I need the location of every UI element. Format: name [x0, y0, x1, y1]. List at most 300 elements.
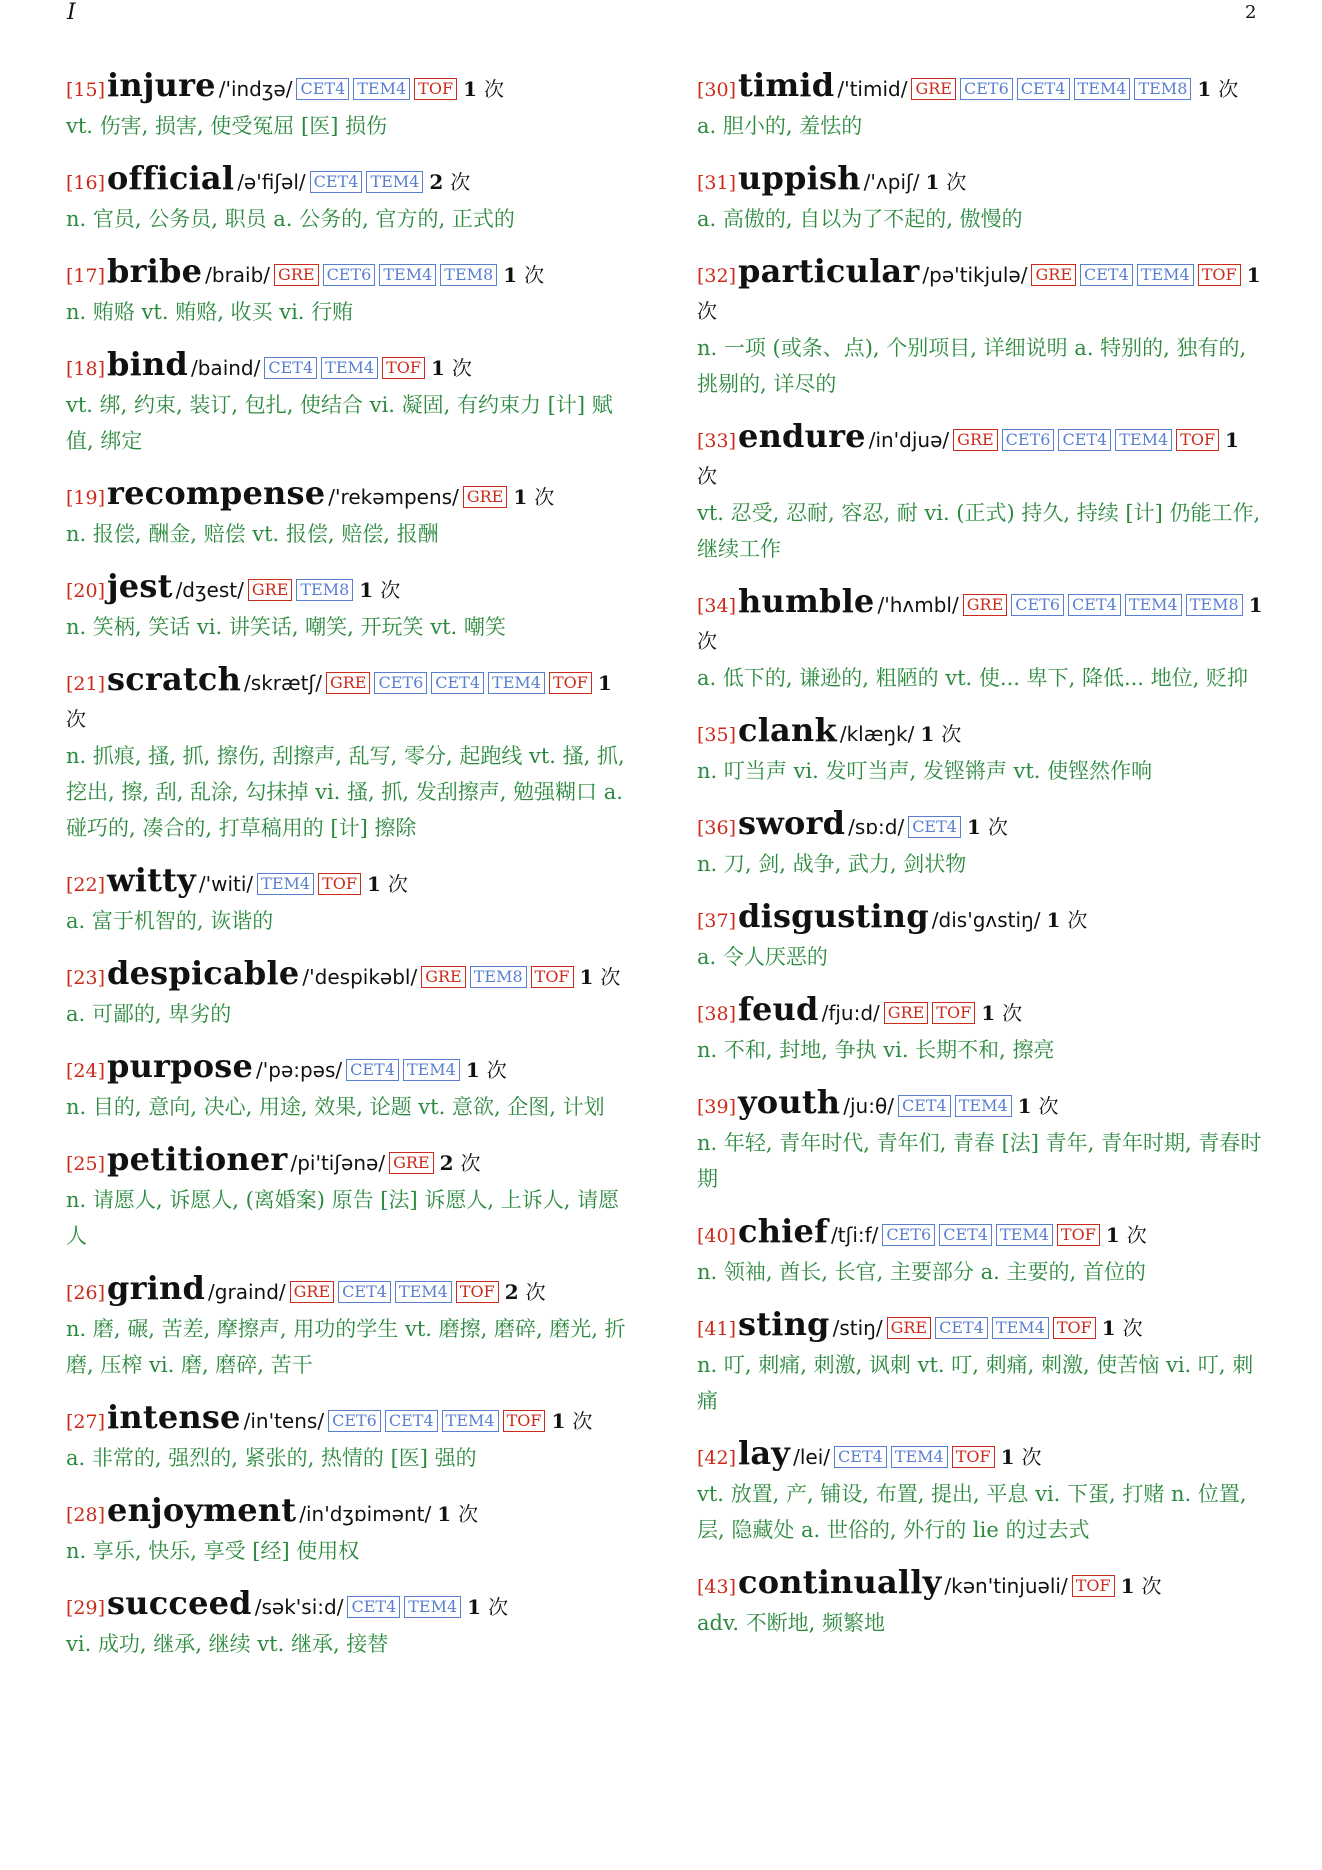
count-number: 1: [1197, 77, 1212, 101]
entry-index: [42]: [697, 1447, 737, 1469]
headword: timid: [738, 66, 835, 104]
exam-tag: CET6: [1011, 594, 1064, 616]
count-suffix: 次: [946, 170, 967, 194]
entry-index: [22]: [66, 874, 106, 896]
headword: injure: [107, 66, 216, 104]
exam-tag: TEM4: [366, 171, 423, 193]
entry-index: [15]: [66, 79, 106, 101]
exam-tag: TOF: [1198, 264, 1241, 286]
vocab-entry: [697, 1565, 1265, 1641]
count-suffix: 次: [697, 464, 717, 488]
exam-tag: CET4: [347, 1596, 400, 1618]
pronunciation: /in'dʒɒimənt/: [299, 1502, 432, 1526]
exam-tag: GRE: [248, 579, 293, 601]
count-suffix: 次: [534, 485, 555, 509]
entry-headline: [697, 1214, 1265, 1254]
exam-tag: TOF: [414, 78, 457, 100]
entry-definition: n. 官员, 公务员, 职员 a. 公务的, 官方的, 正式的: [66, 207, 515, 231]
occurrence-count: [505, 1280, 546, 1304]
exam-tag: CET6: [882, 1224, 935, 1246]
headword: feud: [738, 990, 819, 1028]
exam-tag: GRE: [884, 1002, 929, 1024]
exam-tag: CET4: [346, 1059, 399, 1081]
count-suffix: 次: [697, 299, 717, 323]
vocab-entry: [697, 584, 1265, 696]
entry-headline: [66, 1142, 634, 1182]
occurrence-count: [440, 1151, 481, 1175]
exam-tag: TEM4: [353, 78, 410, 100]
count-number: 1: [1248, 593, 1263, 617]
entry-index: [28]: [66, 1504, 106, 1526]
count-suffix: 次: [1038, 1094, 1059, 1118]
headword: particular: [738, 252, 920, 290]
exam-tag: TEM8: [296, 579, 353, 601]
entry-definition: a. 令人厌恶的: [697, 945, 828, 969]
vocab-entry: [66, 569, 634, 645]
count-suffix: 次: [380, 578, 401, 602]
entry-definition: n. 享乐, 快乐, 享受 [经] 使用权: [66, 1539, 360, 1563]
count-number: 1: [551, 1409, 566, 1433]
exam-tag: TOF: [1176, 429, 1219, 451]
entry-index: [39]: [697, 1096, 737, 1118]
count-number: 1: [437, 1502, 452, 1526]
exam-tag: GRE: [911, 78, 956, 100]
entry-definition: vt. 绑, 约束, 装订, 包扎, 使结合 vi. 凝固, 有约束力 [计] 赋值, 绑定: [66, 393, 613, 453]
occurrence-count: [466, 1058, 507, 1082]
count-number: 1: [1120, 1574, 1135, 1598]
headword: lay: [738, 1434, 791, 1472]
count-number: 1: [966, 815, 981, 839]
occurrence-count: [437, 1502, 478, 1526]
entry-definition: n. 报偿, 酬金, 赔偿 vt. 报偿, 赔偿, 报酬: [66, 522, 439, 546]
exam-tag: TEM4: [1125, 594, 1182, 616]
exam-tag: TEM4: [955, 1095, 1012, 1117]
entry-headline: [697, 1307, 1265, 1347]
exam-tag: CET4: [898, 1095, 951, 1117]
exam-tag: TEM8: [470, 966, 527, 988]
pronunciation: /skrætʃ/: [244, 671, 322, 695]
entry-headline: [697, 992, 1265, 1032]
exam-tag: CET4: [1017, 78, 1070, 100]
headword: recompense: [107, 474, 326, 512]
exam-tag: GRE: [274, 264, 319, 286]
vocab-entry: [66, 956, 634, 1032]
occurrence-count: [359, 578, 400, 602]
exam-tag: TOF: [549, 672, 592, 694]
entry-index: [38]: [697, 1003, 737, 1025]
count-number: 1: [597, 671, 612, 695]
exam-tag: CET4: [338, 1281, 391, 1303]
entry-index: [18]: [66, 358, 106, 380]
exam-tag: TOF: [503, 1410, 546, 1432]
exam-tag: TEM4: [1137, 264, 1194, 286]
count-number: 1: [1000, 1445, 1015, 1469]
exam-tag: TEM4: [891, 1446, 948, 1468]
vocab-entry: [66, 1400, 634, 1476]
count-number: 2: [504, 1280, 519, 1304]
exam-tag: TOF: [382, 357, 425, 379]
headword: youth: [738, 1083, 841, 1121]
occurrence-count: [513, 485, 554, 509]
occurrence-count: [580, 965, 621, 989]
vocab-entry: [697, 1085, 1265, 1197]
entry-index: [32]: [697, 265, 737, 287]
count-number: 1: [359, 578, 374, 602]
entry-definition: n. 刀, 剑, 战争, 武力, 剑状物: [697, 852, 967, 876]
count-suffix: 次: [486, 1058, 507, 1082]
exam-tag: TEM4: [403, 1059, 460, 1081]
vocab-entry: [697, 161, 1265, 237]
vocab-entry: [697, 713, 1265, 789]
exam-tag: TOF: [1072, 1575, 1115, 1597]
count-suffix: 次: [941, 722, 962, 746]
exam-tag: CET6: [960, 78, 1013, 100]
entry-definition: vt. 伤害, 损害, 使受冤屈 [医] 损伤: [66, 114, 388, 138]
exam-tag: TEM4: [996, 1224, 1053, 1246]
vocab-entry: [697, 68, 1265, 144]
count-number: 1: [1246, 263, 1261, 287]
entry-definition: n. 贿赂 vt. 贿赂, 收买 vi. 行贿: [66, 300, 354, 324]
exam-tag: TOF: [531, 966, 574, 988]
pronunciation: /braib/: [205, 263, 271, 287]
entry-headline: [66, 254, 634, 294]
entry-headline: [66, 1400, 634, 1440]
count-number: 1: [925, 170, 940, 194]
entry-headline: [697, 584, 1265, 660]
exam-tag: TEM4: [321, 357, 378, 379]
exam-tag: CET6: [323, 264, 376, 286]
count-number: 1: [920, 722, 935, 746]
entries-column-right: [697, 68, 1265, 1641]
count-number: 1: [513, 485, 528, 509]
exam-tag: CET4: [310, 171, 363, 193]
entry-headline: [66, 569, 634, 609]
count-suffix: 次: [572, 1409, 593, 1433]
occurrence-count: [967, 815, 1008, 839]
count-suffix: 次: [488, 1595, 509, 1619]
pronunciation: /kən'tinjuəli/: [944, 1574, 1068, 1598]
count-number: 1: [1017, 1094, 1032, 1118]
vocab-entry: [66, 68, 634, 144]
entry-headline: [66, 476, 634, 516]
entry-index: [21]: [66, 673, 106, 695]
exam-tag: TEM4: [395, 1281, 452, 1303]
headword: scratch: [107, 660, 242, 698]
vocab-entry: [66, 1271, 634, 1383]
occurrence-count: [1102, 1316, 1143, 1340]
vocab-entry: [697, 806, 1265, 882]
entry-definition: n. 磨, 碾, 苦差, 摩擦声, 用功的学生 vt. 磨擦, 磨碎, 磨光, 折磨, 压榨 vi. 磨, 磨碎, 苦干: [66, 1317, 626, 1377]
vocab-entry: [66, 476, 634, 552]
occurrence-count: [981, 1001, 1022, 1025]
count-number: 2: [429, 170, 444, 194]
count-number: 1: [467, 1595, 482, 1619]
vocab-entry: [66, 863, 634, 939]
exam-tag: CET4: [1080, 264, 1133, 286]
exam-tag: TEM8: [1186, 594, 1243, 616]
headword: grind: [107, 1269, 206, 1307]
headword: disgusting: [738, 897, 929, 935]
entry-definition: vi. 成功, 继承, 继续 vt. 继承, 接替: [66, 1632, 389, 1656]
count-number: 1: [465, 1058, 480, 1082]
count-suffix: 次: [697, 629, 717, 653]
pronunciation: /fju:d/: [821, 1001, 880, 1025]
entry-definition: a. 胆小的, 羞怯的: [697, 114, 863, 138]
exam-tag: GRE: [290, 1281, 335, 1303]
count-suffix: 次: [66, 707, 86, 731]
headword: humble: [738, 582, 875, 620]
vocab-entry: [66, 254, 634, 330]
pronunciation: /klæŋk/: [839, 722, 915, 746]
exam-tag: TOF: [456, 1281, 499, 1303]
count-number: 1: [503, 263, 518, 287]
entry-headline: [66, 1586, 634, 1626]
headword: sword: [738, 804, 846, 842]
occurrence-count: [1106, 1223, 1147, 1247]
count-number: 2: [439, 1151, 454, 1175]
entry-definition: n. 年轻, 青年时代, 青年们, 青春 [法] 青年, 青年时期, 青春时期: [697, 1131, 1262, 1191]
vocab-entry: [697, 254, 1265, 402]
entry-definition: adv. 不断地, 频繁地: [697, 1611, 886, 1635]
vocab-entry: [697, 1436, 1265, 1548]
pronunciation: /pə'tikjulə/: [922, 263, 1028, 287]
entry-headline: [697, 1085, 1265, 1125]
entry-definition: n. 目的, 意向, 决心, 用途, 效果, 论题 vt. 意欲, 企图, 计划: [66, 1095, 605, 1119]
count-suffix: 次: [987, 815, 1008, 839]
entry-definition: vt. 放置, 产, 铺设, 布置, 提出, 平息 vi. 下蛋, 打赌 n. 位置, 层, 隐藏处 a. 世俗的, 外行的 lie 的过去式: [697, 1482, 1247, 1542]
headword: official: [107, 159, 235, 197]
entry-headline: [66, 956, 634, 996]
entry-index: [26]: [66, 1282, 106, 1304]
pronunciation: /dis'gʌstiŋ/: [931, 908, 1041, 932]
exam-tag: CET4: [908, 816, 961, 838]
entry-headline: [697, 68, 1265, 108]
entry-headline: [66, 68, 634, 108]
occurrence-count: [1046, 908, 1087, 932]
exam-tag: GRE: [963, 594, 1008, 616]
exam-tag: GRE: [1031, 264, 1076, 286]
headword: despicable: [107, 954, 300, 992]
occurrence-count: [1197, 77, 1238, 101]
pronunciation: /sək'si:d/: [254, 1595, 344, 1619]
exam-tag: TEM8: [1134, 78, 1191, 100]
vocab-entry: [697, 1214, 1265, 1290]
count-suffix: 次: [1021, 1445, 1042, 1469]
exam-tag: CET6: [328, 1410, 381, 1432]
entries-column-left: [66, 68, 634, 1662]
pronunciation: /in'tens/: [243, 1409, 325, 1433]
headword: bind: [107, 345, 188, 383]
headword: purpose: [107, 1047, 254, 1085]
occurrence-count: [920, 722, 961, 746]
pronunciation: /'ʌpiʃ/: [863, 170, 920, 194]
count-number: 1: [1105, 1223, 1120, 1247]
headword: petitioner: [107, 1140, 288, 1178]
entry-index: [35]: [697, 724, 737, 746]
count-number: 1: [430, 356, 445, 380]
exam-tag: CET4: [935, 1317, 988, 1339]
pronunciation: /stiŋ/: [832, 1316, 883, 1340]
pronunciation: /dʒest/: [175, 578, 244, 602]
exam-tag: TEM4: [442, 1410, 499, 1432]
vocab-entry: [697, 419, 1265, 567]
occurrence-count: [503, 263, 544, 287]
entry-definition: n. 一项 (或条、点), 个别项目, 详细说明 a. 特别的, 独有的, 挑剔的, 详尽的: [697, 336, 1247, 396]
exam-tag: CET6: [374, 672, 427, 694]
pronunciation: /lei/: [793, 1445, 831, 1469]
entry-definition: n. 笑柄, 笑话 vi. 讲笑话, 嘲笑, 开玩笑 vt. 嘲笑: [66, 615, 506, 639]
pronunciation: /'rekəmpens/: [328, 485, 459, 509]
entry-headline: [697, 899, 1265, 939]
entry-headline: [66, 1493, 634, 1533]
exam-tag: TEM4: [488, 672, 545, 694]
headword: intense: [107, 1398, 241, 1436]
occurrence-count: [431, 356, 472, 380]
count-number: 1: [463, 77, 477, 101]
exam-tag: TEM8: [440, 264, 497, 286]
count-number: 1: [1101, 1316, 1116, 1340]
entry-index: [43]: [697, 1576, 737, 1598]
entry-index: [33]: [697, 430, 737, 452]
exam-tag: GRE: [463, 486, 508, 508]
count-suffix: 次: [1002, 1001, 1023, 1025]
exam-tag: TEM4: [257, 873, 314, 895]
pronunciation: /'witi/: [198, 872, 254, 896]
headword: chief: [738, 1212, 829, 1250]
count-suffix: 次: [1218, 77, 1239, 101]
entry-headline: [697, 1436, 1265, 1476]
page-number: 2: [1245, 2, 1257, 23]
entry-index: [34]: [697, 595, 737, 617]
occurrence-count: [467, 1595, 508, 1619]
headword: uppish: [738, 159, 861, 197]
entry-index: [31]: [697, 172, 737, 194]
exam-tag: TOF: [932, 1002, 975, 1024]
entry-index: [27]: [66, 1411, 106, 1433]
entry-definition: n. 请愿人, 诉愿人, (离婚案) 原告 [法] 诉愿人, 上诉人, 请愿人: [66, 1188, 620, 1248]
entry-index: [19]: [66, 487, 106, 509]
pronunciation: /'hʌmbl/: [877, 593, 959, 617]
entry-headline: [66, 347, 634, 387]
entry-headline: [697, 254, 1265, 330]
exam-tag: GRE: [953, 429, 998, 451]
exam-tag: CET4: [296, 78, 349, 100]
count-number: 1: [981, 1001, 996, 1025]
exam-tag: TOF: [318, 873, 361, 895]
occurrence-count: [367, 872, 408, 896]
count-suffix: 次: [1126, 1223, 1147, 1247]
entry-index: [25]: [66, 1153, 106, 1175]
entry-headline: [697, 806, 1265, 846]
entry-headline: [66, 1271, 634, 1311]
entry-headline: [697, 161, 1265, 201]
entry-index: [23]: [66, 967, 106, 989]
count-suffix: 次: [525, 1280, 546, 1304]
vocab-entry: [697, 899, 1265, 975]
entry-index: [20]: [66, 580, 106, 602]
exam-tag: CET4: [264, 357, 317, 379]
entry-definition: n. 领袖, 酋长, 长官, 主要部分 a. 主要的, 首位的: [697, 1260, 1146, 1284]
entry-definition: a. 高傲的, 自以为了不起的, 傲慢的: [697, 207, 1023, 231]
vocab-entry: [66, 1586, 634, 1662]
headword: bribe: [107, 252, 203, 290]
entry-headline: [697, 713, 1265, 753]
count-suffix: 次: [387, 872, 408, 896]
exam-tag: TOF: [1053, 1317, 1096, 1339]
headword: sting: [738, 1305, 830, 1343]
pronunciation: /graind/: [208, 1280, 286, 1304]
exam-tag: CET4: [834, 1446, 887, 1468]
chapter-letter: I: [67, 0, 76, 25]
entry-definition: a. 非常的, 强烈的, 紧张的, 热情的 [医] 强的: [66, 1446, 477, 1470]
entry-headline: [66, 863, 634, 903]
pronunciation: /ə'fiʃəl/: [237, 170, 306, 194]
count-suffix: 次: [450, 170, 471, 194]
pronunciation: /in'djuə/: [868, 428, 950, 452]
entry-headline: [66, 1049, 634, 1089]
exam-tag: GRE: [326, 672, 371, 694]
vocab-entry: [66, 1049, 634, 1125]
exam-tag: CET4: [385, 1410, 438, 1432]
headword: endure: [738, 417, 866, 455]
count-suffix: 次: [600, 965, 621, 989]
entry-index: [40]: [697, 1225, 737, 1247]
pronunciation: /ju:θ/: [843, 1094, 894, 1118]
exam-tag: CET4: [1068, 594, 1121, 616]
occurrence-count: [463, 77, 504, 101]
entry-index: [41]: [697, 1318, 737, 1340]
headword: enjoyment: [107, 1491, 297, 1529]
vocab-entry: [66, 662, 634, 846]
entry-index: [30]: [697, 79, 737, 101]
occurrence-count: [1121, 1574, 1162, 1598]
entry-definition: n. 叮当声 vi. 发叮当声, 发铿锵声 vt. 使铿然作响: [697, 759, 1153, 783]
pronunciation: /tʃi:f/: [831, 1223, 879, 1247]
exam-tag: TEM4: [404, 1596, 461, 1618]
entry-definition: vt. 忍受, 忍耐, 容忍, 耐 vi. (正式) 持久, 持续 [计] 仍能工作, 继续工作: [697, 501, 1261, 561]
exam-tag: GRE: [421, 966, 466, 988]
occurrence-count: [551, 1409, 592, 1433]
headword: continually: [738, 1563, 942, 1601]
occurrence-count: [1001, 1445, 1042, 1469]
entry-index: [37]: [697, 910, 737, 932]
count-suffix: 次: [451, 356, 472, 380]
entry-headline: [66, 161, 634, 201]
pronunciation: /baind/: [191, 356, 261, 380]
headword: clank: [738, 711, 837, 749]
exam-tag: TEM4: [379, 264, 436, 286]
headword: witty: [107, 861, 196, 899]
pronunciation: /sɒ:d/: [848, 815, 905, 839]
vocab-entry: [697, 1307, 1265, 1419]
entry-definition: n. 不和, 封地, 争执 vi. 长期不和, 擦亮: [697, 1038, 1055, 1062]
exam-tag: CET6: [1002, 429, 1055, 451]
entry-definition: a. 低下的, 谦逊的, 粗陋的 vt. 使... 卑下, 降低... 地位, 贬抑: [697, 666, 1249, 690]
vocab-entry: [66, 347, 634, 459]
count-suffix: 次: [1141, 1574, 1162, 1598]
pronunciation: /'timid/: [837, 77, 908, 101]
exam-tag: CET4: [431, 672, 484, 694]
entry-headline: [66, 662, 634, 738]
occurrence-count: [925, 170, 966, 194]
count-suffix: 次: [483, 77, 504, 101]
exam-tag: TOF: [1057, 1224, 1100, 1246]
count-suffix: 次: [458, 1502, 479, 1526]
entry-index: [16]: [66, 172, 106, 194]
occurrence-count: [1018, 1094, 1059, 1118]
headword: jest: [107, 567, 173, 605]
entry-definition: a. 富于机智的, 诙谐的: [66, 909, 274, 933]
